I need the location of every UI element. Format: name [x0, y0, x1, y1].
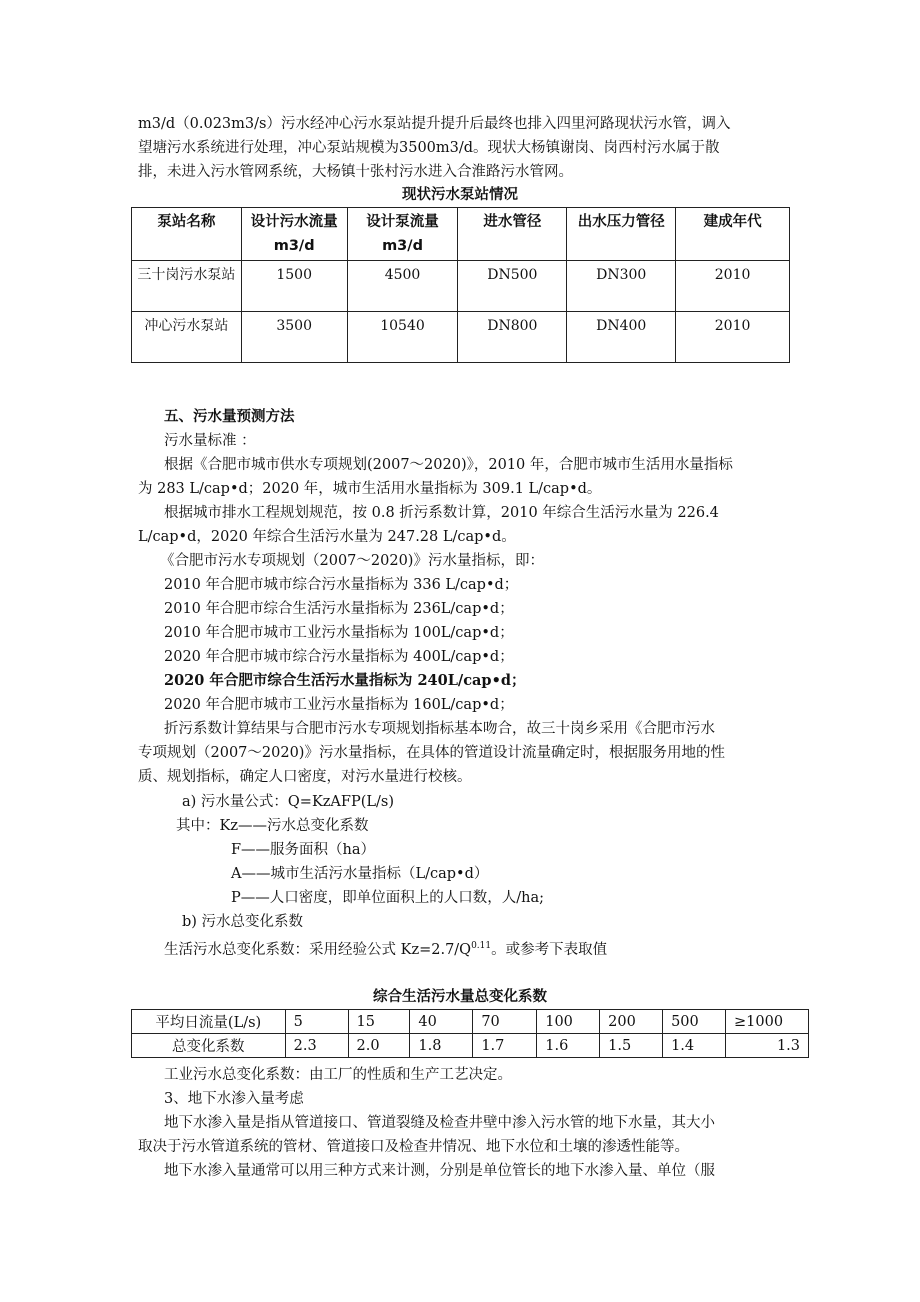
- table-cell: 3500: [241, 312, 347, 363]
- para-line: 地下水渗入量通常可以用三种方式来计测，分别是单位管长的地下水渗入量、单位（服: [164, 1163, 715, 1179]
- table1-caption: 现状污水泵站情况: [402, 187, 518, 203]
- para-line: 地下水渗入量是指从管道接口、管道裂缝及检查井壁中渗入污水管的地下水量，其大小: [164, 1115, 715, 1131]
- table-row: [132, 1034, 809, 1058]
- table-row: [132, 261, 790, 312]
- table-cell: 4500: [347, 261, 458, 312]
- indicator-item: 2010 年合肥市城市综合污水量指标为 336 L/cap•d；: [164, 577, 519, 593]
- pump-station-table: [131, 207, 790, 363]
- para-line: 工业污水总变化系数：由工厂的性质和生产工艺决定。: [164, 1067, 512, 1083]
- table-cell: 1.8: [410, 1034, 473, 1058]
- para-line: 折污系数计算结果与合肥市污水专项规划指标基本吻合，故三十岗乡采用《合肥市污水: [164, 721, 715, 737]
- intro-line-3: 排，未进入污水管网系统，大杨镇十张村污水进入合淮路污水管网。: [138, 164, 573, 180]
- table-cell: DN400: [567, 312, 676, 363]
- indicator-item: 2010 年合肥市城市工业污水量指标为 100L/cap•d；: [164, 625, 514, 641]
- std-label: 污水量标准 ：: [164, 433, 256, 449]
- para-line: 根据城市排水工程规划规范，按 0.8 折污系数计算，2010 年综合生活污水量为 226.4: [164, 505, 719, 521]
- table-header-cell: 出水压力管径: [567, 208, 676, 261]
- indicator-item: 2020 年合肥市城市工业污水量指标为 160L/cap•d；: [164, 697, 514, 713]
- table-header-cell: 设计泵流量m3/d: [347, 208, 458, 261]
- formula-var: P——人口密度，即单位面积上的人口数，人/ha;: [231, 890, 545, 906]
- indicator-item-bold: 2020 年合肥市综合生活污水量指标为 240L/cap•d；: [164, 672, 526, 689]
- table-cell: DN800: [458, 312, 567, 363]
- formula-a: a) 污水量公式：Q=KzAFP(L/s): [182, 794, 394, 810]
- table-cell: 1.3: [726, 1034, 809, 1058]
- para-line: L/cap•d，2020 年综合生活污水量为 247.28 L/cap•d。: [138, 529, 516, 545]
- table-cell: 100: [537, 1010, 600, 1034]
- kz-pre: 生活污水总变化系数：采用经验公式 Kz=2.7/Q: [164, 941, 472, 958]
- table-cell: 10540: [347, 312, 458, 363]
- formula-b: b) 污水总变化系数: [182, 914, 304, 930]
- kz-formula-line: [164, 934, 607, 962]
- para-line: 《合肥市污水专项规划（2007～2020)》污水量指标，即：: [160, 553, 544, 569]
- formula-var: F——服务面积（ha）: [231, 842, 376, 858]
- table-cell: 5: [285, 1010, 348, 1034]
- indicator-item: 2020 年合肥市城市综合污水量指标为 400L/cap•d；: [164, 649, 514, 665]
- table-row: [132, 1010, 809, 1034]
- para-line: 质、规划指标，确定人口密度，对污水量进行校核。: [138, 769, 472, 785]
- table-header-cell: 进水管径: [458, 208, 567, 261]
- table-cell: 冲心污水泵站: [132, 312, 242, 363]
- table-cell: 2010: [676, 261, 790, 312]
- kz-post: 。或参考下表取值: [491, 941, 608, 958]
- table-row-label: 平均日流量(L/s): [132, 1010, 286, 1034]
- intro-line-2: 望塘污水系统进行处理，冲心泵站规模为3500m3/d。现状大杨镇谢岗、岗西村污水属于散: [138, 140, 720, 156]
- para-line: 根据《合肥市城市供水专项规划(2007～2020)》，2010 年，合肥市城市生活用水量指标: [164, 457, 733, 473]
- table-cell: 三十岗污水泵站: [132, 261, 242, 312]
- variation-coefficient-table: [131, 1009, 809, 1058]
- section-heading: 五、污水量预测方法: [164, 409, 295, 425]
- table-cell: 2.3: [285, 1034, 348, 1058]
- indicator-item: 2010 年合肥市综合生活污水量指标为 236L/cap•d；: [164, 601, 514, 617]
- formula-var: A——城市生活污水量指标（L/cap•d）: [231, 866, 489, 882]
- table-cell: 1500: [241, 261, 347, 312]
- table-row-label: 总变化系数: [132, 1034, 286, 1058]
- table-row: [132, 312, 790, 363]
- table-cell: DN300: [567, 261, 676, 312]
- table2-caption: 综合生活污水量总变化系数: [373, 989, 547, 1005]
- subsection-heading: 3、地下水渗入量考虑: [164, 1091, 304, 1107]
- table-cell: ≥1000: [726, 1010, 809, 1034]
- table-cell: 1.4: [663, 1034, 726, 1058]
- table-header-cell: 建成年代: [676, 208, 790, 261]
- table-cell: 500: [663, 1010, 726, 1034]
- para-line: 为 283 L/cap•d；2020 年，城市生活用水量指标为 309.1 L/cap•d。: [138, 481, 602, 497]
- para-line: 取决于污水管道系统的管材、管道接口及检查井情况、地下水位和土壤的渗透性能等。: [138, 1139, 689, 1155]
- para-line: 专项规划（2007～2020)》污水量指标，在具体的管道设计流量确定时，根据服务用地的性: [138, 745, 725, 761]
- table-header-cell: 泵站名称: [132, 208, 242, 261]
- table-cell: 2.0: [348, 1034, 410, 1058]
- table-cell: 200: [600, 1010, 663, 1034]
- kz-exponent: 0.11: [471, 941, 492, 951]
- table-cell: DN500: [458, 261, 567, 312]
- table-cell: 1.7: [473, 1034, 537, 1058]
- table-header-cell: 设计污水流量m3/d: [241, 208, 347, 261]
- table-cell: 1.5: [600, 1034, 663, 1058]
- table-cell: 40: [410, 1010, 473, 1034]
- table-cell: 2010: [676, 312, 790, 363]
- table-cell: 1.6: [537, 1034, 600, 1058]
- formula-where: 其中：Kz——污水总变化系数: [176, 818, 369, 834]
- table-cell: 15: [348, 1010, 410, 1034]
- intro-line-1: m3/d（0.023m3/s）污水经冲心污水泵站提升提升后最终也排入四里河路现状污水管，调入: [138, 116, 731, 132]
- table-header-row: [132, 208, 790, 261]
- table-cell: 70: [473, 1010, 537, 1034]
